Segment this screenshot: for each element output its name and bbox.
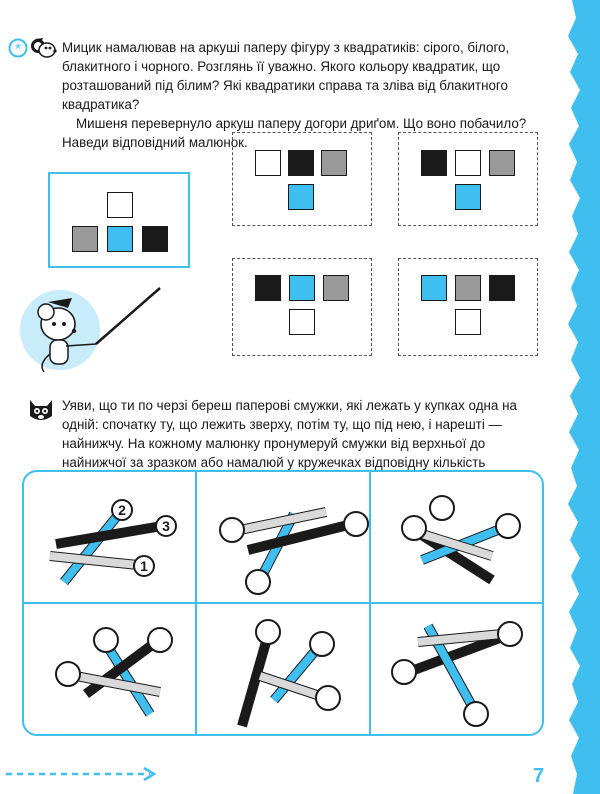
square-blue	[455, 184, 481, 210]
cat-icon	[26, 394, 56, 424]
mouse-with-pointer-illustration	[18, 282, 168, 378]
square-black	[288, 150, 314, 176]
square-black	[489, 275, 515, 301]
square-white	[455, 309, 481, 335]
square-blue	[289, 275, 315, 301]
option-frame-top-right[interactable]	[398, 132, 538, 226]
square-white	[455, 150, 481, 176]
square-blue	[421, 275, 447, 301]
square-gray	[455, 275, 481, 301]
example-label-2: 2	[118, 502, 126, 518]
example-label-1: 1	[140, 558, 148, 574]
option-frame-bottom-right[interactable]	[398, 258, 538, 356]
square-white	[255, 150, 281, 176]
mouse-icon	[29, 36, 59, 62]
square-gray	[489, 150, 515, 176]
task2-text: Уяви, що ти по черзі береш паперові смужки, які лежать у купках одна на одній: спочатку ту, що лежить зверху, потім ту, що під нею, і нарешті — найнижчу. На кожному малюнку пронумеруй смужки від верхньої до найнижчої за зразком або намалюй у кружечках відповідну кількість	[62, 398, 517, 470]
svg-text:*: *	[15, 40, 21, 58]
torn-edge-decoration	[558, 0, 600, 794]
square-gray	[323, 275, 349, 301]
square-white	[107, 192, 133, 218]
page-number: 7	[533, 765, 545, 787]
original-figure-frame	[48, 172, 190, 268]
star-badge-icon	[8, 38, 28, 58]
square-gray	[72, 226, 98, 252]
square-black	[255, 275, 281, 301]
square-blue	[107, 226, 133, 252]
square-blue	[288, 184, 314, 210]
square-black	[421, 150, 447, 176]
option-frame-bottom-left[interactable]	[232, 258, 372, 356]
example-label-3: 3	[162, 518, 170, 534]
square-black	[142, 226, 168, 252]
option-frame-top-left[interactable]	[232, 132, 372, 226]
task1-paragraph2: Мишеня перевернуло аркуш паперу догори дриґом. Що воно побачило? Наведи відповідний малюнок.	[62, 116, 527, 150]
task1-paragraph1: Мицик намалював на аркуші паперу фігуру з квадратиків: сірого, білого, блакитного і чорного. Розглянь її уважно. Якого кольору квадратик, що розташований під білим? Які квадратики справа та зліва від блакитного квадратика?	[62, 40, 510, 112]
arrow-icon	[4, 766, 160, 782]
square-gray	[321, 150, 347, 176]
strips-grid	[22, 470, 544, 736]
square-white	[289, 309, 315, 335]
